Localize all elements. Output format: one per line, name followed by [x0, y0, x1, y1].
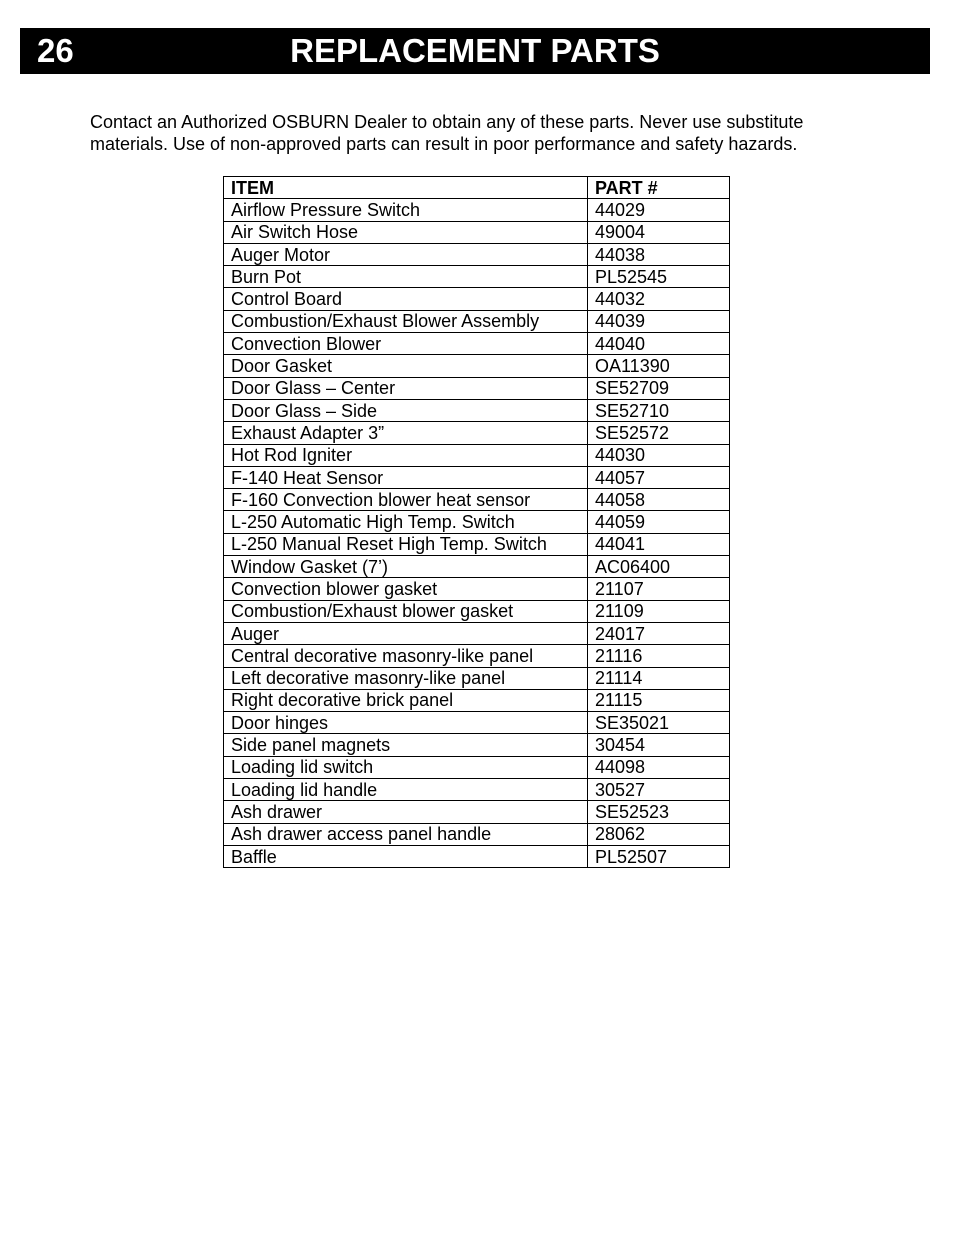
part-number: 21114	[588, 667, 730, 689]
table-row	[224, 199, 730, 221]
part-item-name: Right decorative brick panel	[224, 689, 588, 711]
part-item-name: F-140 Heat Sensor	[224, 466, 588, 488]
table-row	[224, 444, 730, 466]
part-number: 44041	[588, 533, 730, 555]
part-item-name: Airflow Pressure Switch	[224, 199, 588, 221]
column-header-item: ITEM	[224, 177, 588, 199]
table-row	[224, 689, 730, 711]
table-row	[224, 533, 730, 555]
table-row	[224, 779, 730, 801]
table-row	[224, 288, 730, 310]
part-item-name: F-160 Convection blower heat sensor	[224, 489, 588, 511]
part-item-name: Combustion/Exhaust blower gasket	[224, 600, 588, 622]
part-item-name: Door Glass – Side	[224, 399, 588, 421]
part-number: 44039	[588, 310, 730, 332]
part-item-name: Hot Rod Igniter	[224, 444, 588, 466]
table-row	[224, 556, 730, 578]
parts-table-body	[224, 199, 730, 868]
part-item-name: Control Board	[224, 288, 588, 310]
part-number: 30454	[588, 734, 730, 756]
part-item-name: L-250 Manual Reset High Temp. Switch	[224, 533, 588, 555]
table-row	[224, 667, 730, 689]
part-item-name: Convection Blower	[224, 333, 588, 355]
table-row	[224, 310, 730, 332]
part-item-name: Left decorative masonry-like panel	[224, 667, 588, 689]
table-row	[224, 734, 730, 756]
part-number: 44057	[588, 466, 730, 488]
part-item-name: Central decorative masonry-like panel	[224, 645, 588, 667]
part-item-name: Convection blower gasket	[224, 578, 588, 600]
part-item-name: Baffle	[224, 845, 588, 867]
table-row	[224, 266, 730, 288]
table-row	[224, 333, 730, 355]
table-row	[224, 823, 730, 845]
part-number: PL52545	[588, 266, 730, 288]
part-number: 21116	[588, 645, 730, 667]
part-item-name: Ash drawer access panel handle	[224, 823, 588, 845]
part-item-name: Combustion/Exhaust Blower Assembly	[224, 310, 588, 332]
part-number: SE52572	[588, 422, 730, 444]
part-item-name: Door Glass – Center	[224, 377, 588, 399]
part-number: 44040	[588, 333, 730, 355]
part-number: 30527	[588, 779, 730, 801]
part-number: 21109	[588, 600, 730, 622]
part-number: 44032	[588, 288, 730, 310]
part-number: 44059	[588, 511, 730, 533]
part-number: SE52523	[588, 801, 730, 823]
part-item-name: Auger	[224, 622, 588, 644]
table-row	[224, 377, 730, 399]
part-number: SE52710	[588, 399, 730, 421]
column-header-part-number: PART #	[588, 177, 730, 199]
table-row	[224, 845, 730, 867]
part-item-name: Burn Pot	[224, 266, 588, 288]
part-item-name: Exhaust Adapter 3”	[224, 422, 588, 444]
part-number: 44038	[588, 243, 730, 265]
table-row	[224, 645, 730, 667]
part-number: 44058	[588, 489, 730, 511]
table-row	[224, 221, 730, 243]
part-item-name: Side panel magnets	[224, 734, 588, 756]
part-number: OA11390	[588, 355, 730, 377]
part-number: 44098	[588, 756, 730, 778]
table-row	[224, 578, 730, 600]
table-row	[224, 355, 730, 377]
part-number: 44030	[588, 444, 730, 466]
part-item-name: Door Gasket	[224, 355, 588, 377]
table-row	[224, 489, 730, 511]
part-item-name: Loading lid handle	[224, 779, 588, 801]
part-number: 21115	[588, 689, 730, 711]
part-item-name: L-250 Automatic High Temp. Switch	[224, 511, 588, 533]
part-number: 44029	[588, 199, 730, 221]
table-row	[224, 511, 730, 533]
part-number: 24017	[588, 622, 730, 644]
part-item-name: Door hinges	[224, 712, 588, 734]
part-number: SE52709	[588, 377, 730, 399]
part-number: AC06400	[588, 556, 730, 578]
table-row	[224, 712, 730, 734]
part-item-name: Ash drawer	[224, 801, 588, 823]
part-item-name: Air Switch Hose	[224, 221, 588, 243]
table-row	[224, 466, 730, 488]
page-header	[20, 28, 930, 74]
part-number: SE35021	[588, 712, 730, 734]
table-row	[224, 243, 730, 265]
part-number: 49004	[588, 221, 730, 243]
table-row	[224, 399, 730, 421]
part-number: 28062	[588, 823, 730, 845]
intro-paragraph: Contact an Authorized OSBURN Dealer to obtain any of these parts. Never use substitute materials. Use of non-approved parts can result in poor performance and safety hazards.	[90, 112, 804, 154]
page-title: REPLACEMENT PARTS	[290, 32, 660, 69]
table-row	[224, 622, 730, 644]
part-number: 21107	[588, 578, 730, 600]
table-row	[224, 756, 730, 778]
table-row	[224, 801, 730, 823]
part-item-name: Window Gasket (7’)	[224, 556, 588, 578]
table-row	[224, 422, 730, 444]
table-header-row	[224, 177, 730, 199]
part-number: PL52507	[588, 845, 730, 867]
table-row	[224, 600, 730, 622]
part-item-name: Auger Motor	[224, 243, 588, 265]
part-item-name: Loading lid switch	[224, 756, 588, 778]
page-number: 26	[37, 32, 74, 69]
parts-table	[223, 176, 730, 868]
